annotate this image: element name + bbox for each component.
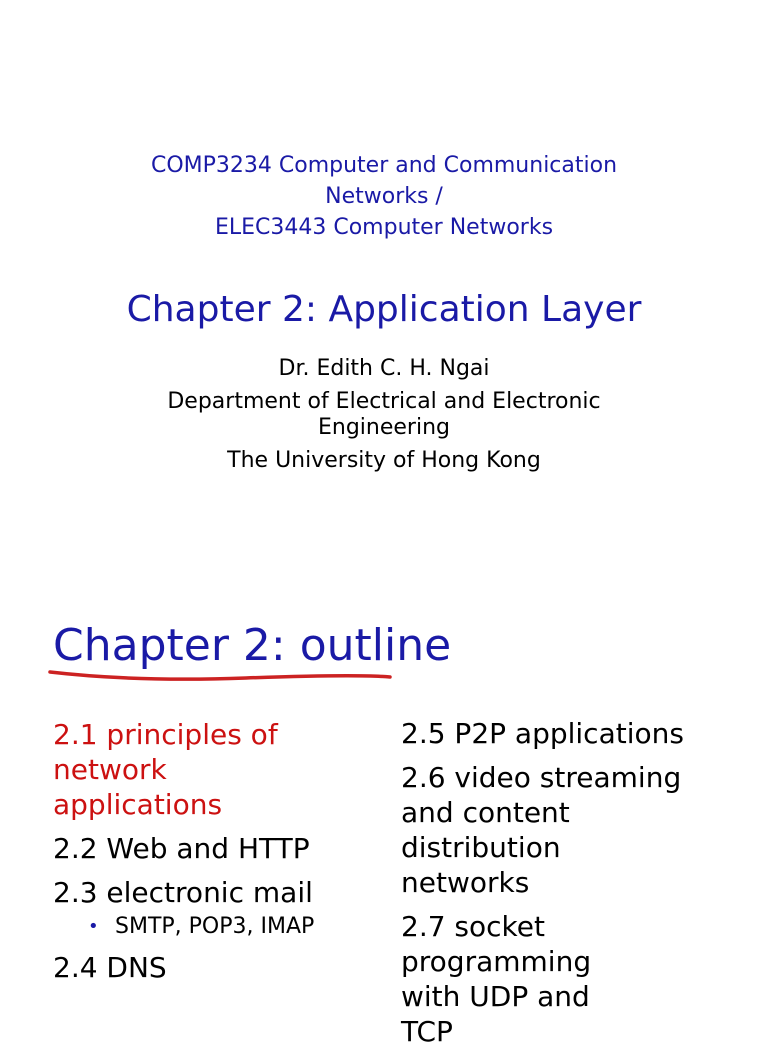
outline-item-line: programming bbox=[401, 945, 592, 978]
course-title-line-1: COMP3234 Computer and Communication bbox=[150, 153, 618, 178]
outline-slide bbox=[0, 512, 768, 1048]
outline-item-2-6 bbox=[401, 760, 761, 900]
outline-item-2-5 bbox=[401, 716, 761, 751]
department-line-2: Engineering bbox=[318, 415, 450, 440]
outline-item-line: applications bbox=[53, 788, 223, 821]
outline-item-line: TCP bbox=[401, 1015, 453, 1048]
bullet-icon: • bbox=[88, 916, 99, 937]
author-name: Dr. Edith C. H. Ngai bbox=[278, 356, 490, 381]
outline-left-column bbox=[53, 717, 373, 994]
outline-item-line: networks bbox=[401, 866, 530, 899]
outline-item-line: 2.3 electronic mail bbox=[53, 876, 313, 909]
subitem-label: SMTP, POP3, IMAP bbox=[115, 914, 315, 939]
university: The University of Hong Kong bbox=[227, 448, 541, 473]
outline-item-line: and content bbox=[401, 796, 570, 829]
outline-item-line: 2.4 DNS bbox=[53, 951, 167, 984]
outline-item-2-4 bbox=[53, 950, 373, 985]
course-title-line-3: ELEC3443 Computer Networks bbox=[214, 215, 554, 240]
course-title bbox=[0, 150, 768, 243]
outline-item-2-1 bbox=[53, 717, 373, 822]
outline-title: Chapter 2: outline bbox=[53, 620, 452, 671]
outline-item-line: 2.5 P2P applications bbox=[401, 717, 684, 750]
outline-item-line: network bbox=[53, 753, 167, 786]
outline-item-line: 2.2 Web and HTTP bbox=[53, 832, 310, 865]
outline-item-2-7 bbox=[401, 909, 761, 1049]
outline-subitem-mail-protocols bbox=[53, 913, 373, 941]
outline-right-column bbox=[401, 716, 761, 1058]
department-line-1: Department of Electrical and Electronic bbox=[167, 389, 601, 414]
chapter-title: Chapter 2: Application Layer bbox=[126, 289, 642, 330]
outline-item-2-3 bbox=[53, 875, 373, 910]
course-title-line-2: Networks / bbox=[325, 184, 443, 209]
outline-item-line: 2.1 principles of bbox=[53, 718, 278, 751]
title-underline bbox=[46, 664, 406, 688]
outline-item-line: distribution bbox=[401, 831, 561, 864]
outline-item-line: with UDP and bbox=[401, 980, 590, 1013]
title-slide bbox=[0, 0, 768, 512]
outline-item-2-2 bbox=[53, 831, 373, 866]
department bbox=[0, 389, 768, 441]
outline-item-line: 2.6 video streaming bbox=[401, 761, 682, 794]
outline-item-line: 2.7 socket bbox=[401, 910, 545, 943]
